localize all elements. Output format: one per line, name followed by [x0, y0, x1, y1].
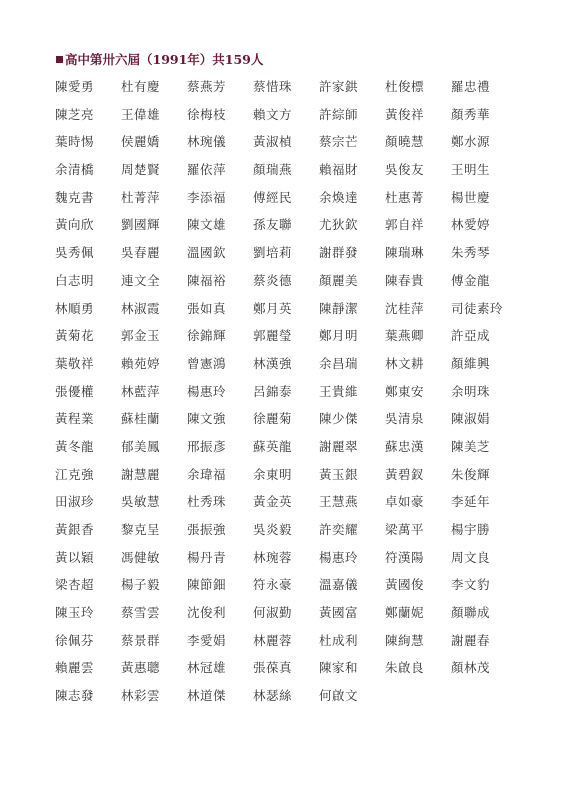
name-entry: 楊子毅 — [121, 577, 161, 593]
name-entry: 沈俊利 — [187, 605, 227, 621]
name-entry: 黃以穎 — [55, 549, 95, 565]
name-entry: 吳俊友 — [385, 162, 425, 178]
name-entry: 林順勇 — [55, 300, 95, 316]
name-entry: 黃冬龍 — [55, 438, 95, 454]
name-entry: 顏秀華 — [451, 106, 491, 122]
name-entry: 余清橋 — [55, 162, 95, 178]
name-entry: 鄭月明 — [319, 328, 359, 344]
name-entry: 陳靜潔 — [319, 300, 359, 316]
name-entry: 陳文雄 — [187, 217, 227, 233]
name-entry: 溫國欽 — [187, 245, 227, 261]
name-entry: 余東明 — [253, 466, 293, 482]
name-entry: 羅依萍 — [187, 162, 227, 178]
name-entry: 林冠雄 — [187, 660, 227, 676]
name-entry: 蔡炎德 — [253, 272, 293, 288]
name-entry: 林琬儀 — [187, 134, 227, 150]
name-entry: 呂錦泰 — [253, 383, 293, 399]
name-entry: 吳炎毅 — [253, 522, 293, 537]
square-bullet-icon — [56, 56, 63, 63]
name-entry: 朱俊輝 — [451, 466, 491, 482]
name-entry: 顏林茂 — [451, 660, 491, 676]
name-entry: 黃惠聰 — [121, 660, 161, 676]
name-entry: 黃向欣 — [55, 217, 95, 233]
name-entry: 符漢陽 — [385, 549, 425, 565]
name-entry: 劉培莉 — [253, 245, 293, 261]
name-entry: 溫嘉儀 — [319, 577, 359, 593]
name-entry: 林琬蓉 — [253, 549, 293, 565]
name-entry: 何啟文 — [319, 688, 359, 704]
name-entry: 王偉雄 — [121, 106, 161, 122]
name-entry: 張優權 — [55, 383, 95, 399]
name-entry: 陳瑞琳 — [385, 245, 425, 261]
name-entry: 李添福 — [187, 189, 227, 205]
name-entry: 陳芝亮 — [55, 106, 95, 122]
name-entry: 林道傑 — [187, 688, 227, 704]
name-entry: 楊世慶 — [451, 189, 491, 205]
name-entry: 許家鉷 — [319, 79, 359, 94]
name-entry: 蘇忠漢 — [385, 438, 425, 454]
name-entry: 杜秀珠 — [187, 494, 227, 510]
name-entry: 蔡燕芳 — [187, 79, 227, 94]
name-entry: 沈桂萍 — [385, 300, 425, 316]
name-entry: 顏維興 — [451, 355, 491, 371]
name-entry: 謝麗春 — [451, 632, 491, 648]
name-entry: 杜俊標 — [385, 79, 425, 94]
name-entry: 周楚賢 — [121, 162, 161, 178]
section-heading — [56, 50, 263, 68]
name-entry: 馮健敏 — [121, 549, 161, 565]
name-entry: 朱啟良 — [385, 660, 425, 676]
name-entry: 鄭月英 — [253, 300, 293, 316]
name-entry: 白志明 — [55, 272, 95, 288]
name-entry: 吳敏慧 — [121, 494, 161, 510]
name-entry: 傅經民 — [253, 189, 293, 205]
name-entry: 葉燕卿 — [385, 328, 425, 344]
name-entry: 徐麗菊 — [253, 411, 293, 427]
name-entry: 陳少傑 — [319, 411, 359, 427]
name-entry: 林麗蓉 — [253, 632, 293, 648]
name-entry: 蔡惜珠 — [253, 79, 293, 94]
name-entry: 余瑋福 — [187, 466, 227, 482]
name-entry: 陳春貴 — [385, 272, 425, 288]
name-entry: 郁美鳳 — [121, 438, 161, 454]
name-entry: 蔡宗芒 — [319, 134, 359, 150]
name-entry: 杜成利 — [319, 632, 359, 648]
name-entry: 顏聯成 — [451, 605, 491, 621]
name-entry: 杜有慶 — [121, 79, 161, 94]
name-entry: 林瑟絲 — [253, 688, 293, 704]
name-entry: 顏瑞燕 — [253, 162, 293, 178]
name-entry: 謝慧麗 — [121, 466, 161, 482]
name-roster — [55, 78, 517, 715]
name-entry: 黃國富 — [319, 605, 359, 621]
name-entry: 杜菁萍 — [121, 189, 161, 205]
name-entry: 傅金龍 — [451, 272, 491, 288]
name-entry: 陳文強 — [187, 411, 227, 427]
name-entry: 顏曉慧 — [385, 134, 425, 150]
name-entry: 連文全 — [121, 272, 161, 288]
name-entry: 張葆真 — [253, 660, 293, 676]
name-entry: 林藍萍 — [121, 383, 161, 399]
name-entry: 吳春麗 — [121, 245, 161, 261]
name-entry: 鄭東安 — [385, 383, 425, 399]
name-entry: 卓如豪 — [385, 494, 425, 510]
name-entry: 葉時惕 — [55, 134, 95, 150]
name-entry: 吳秀佩 — [55, 245, 95, 261]
name-entry: 蘇桂蘭 — [121, 411, 161, 427]
name-entry: 許亞成 — [451, 328, 491, 344]
name-entry: 江克強 — [55, 466, 95, 482]
name-entry: 黃玉銀 — [319, 466, 359, 482]
name-entry: 蔡雪雲 — [121, 605, 161, 621]
name-entry: 楊惠玲 — [319, 549, 359, 565]
name-entry: 孫友聯 — [253, 217, 293, 233]
name-entry: 黎克呈 — [121, 522, 161, 537]
name-entry: 黃菊花 — [55, 328, 95, 344]
name-entry: 林文耕 — [385, 355, 425, 371]
name-entry: 侯麗嬌 — [121, 134, 161, 150]
name-entry: 黃國俊 — [385, 577, 425, 593]
name-entry: 余昌瑞 — [319, 355, 359, 371]
name-entry: 曾憲鴻 — [187, 355, 227, 371]
name-entry: 王慧燕 — [319, 494, 359, 510]
name-entry: 楊惠玲 — [187, 383, 227, 399]
name-entry: 楊丹青 — [187, 549, 227, 565]
name-entry: 朱秀琴 — [451, 245, 491, 261]
name-entry: 魏克書 — [55, 189, 95, 205]
name-entry: 陳福裕 — [187, 272, 227, 288]
name-entry: 陳絢慧 — [385, 632, 425, 648]
heading-text: 高中第卅六屆（1991年）共159人 — [65, 52, 264, 67]
name-entry: 徐錦輝 — [187, 328, 227, 344]
name-entry: 杜惠菁 — [385, 189, 425, 205]
name-entry: 林淑霞 — [121, 300, 161, 316]
name-entry: 郭麗瑩 — [253, 328, 293, 344]
name-entry: 郭自祥 — [385, 217, 425, 233]
name-entry: 田淑珍 — [55, 494, 95, 510]
name-entry: 何淑勤 — [253, 605, 293, 621]
name-entry: 黃銀香 — [55, 522, 95, 537]
name-entry: 梁杏超 — [55, 577, 95, 593]
name-entry: 賴苑婷 — [121, 355, 161, 371]
name-entry: 李延年 — [451, 494, 491, 510]
name-entry: 徐佩芬 — [55, 632, 95, 648]
name-entry: 余明珠 — [451, 383, 491, 399]
name-entry: 黃淑楨 — [253, 134, 293, 150]
name-entry: 賴文方 — [253, 106, 293, 122]
name-entry: 黃程業 — [55, 411, 95, 427]
name-entry: 尤狄欽 — [319, 217, 359, 233]
name-entry: 李文豹 — [451, 577, 491, 593]
name-entry: 葉敬祥 — [55, 355, 95, 371]
name-entry: 羅忠禮 — [451, 79, 491, 94]
name-entry: 蔡景群 — [121, 632, 161, 648]
name-entry: 王貴維 — [319, 383, 359, 399]
name-entry: 蘇英龍 — [253, 438, 293, 454]
name-entry: 顏麗美 — [319, 272, 359, 288]
name-entry: 謝麗翠 — [319, 438, 359, 454]
name-entry: 陳美芝 — [451, 438, 491, 454]
name-entry: 周文良 — [451, 549, 491, 565]
name-entry: 劉國輝 — [121, 217, 161, 233]
name-entry: 郭金玉 — [121, 328, 161, 344]
name-entry: 符永豪 — [253, 577, 293, 593]
name-entry: 梁萬平 — [385, 522, 425, 537]
name-entry: 謝群發 — [319, 245, 359, 261]
name-entry: 張如真 — [187, 300, 227, 316]
name-entry: 林彩雲 — [121, 688, 161, 704]
name-entry: 徐梅枝 — [187, 106, 227, 122]
name-entry: 許綜師 — [319, 106, 359, 122]
name-entry: 林漢強 — [253, 355, 293, 371]
name-entry: 黃金英 — [253, 494, 293, 510]
name-entry: 陳節鈿 — [187, 577, 227, 593]
name-entry: 陳玉玲 — [55, 605, 95, 621]
name-entry: 黃俊祥 — [385, 106, 425, 122]
name-entry: 吳清泉 — [385, 411, 425, 427]
name-entry: 林愛婷 — [451, 217, 491, 233]
name-entry: 陳家和 — [319, 660, 359, 676]
name-entry: 張振強 — [187, 522, 227, 537]
name-entry: 許奕耀 — [319, 522, 359, 537]
name-entry: 余煥達 — [319, 189, 359, 205]
name-entry: 陳志發 — [55, 688, 95, 704]
name-entry: 鄭水源 — [451, 134, 491, 150]
name-entry: 李愛娟 — [187, 632, 227, 648]
name-entry: 邢振彥 — [187, 438, 227, 454]
name-entry: 鄭蘭妮 — [385, 605, 425, 621]
name-entry: 司徒素玲 — [451, 300, 504, 316]
name-entry: 賴福財 — [319, 162, 359, 178]
name-entry: 賴麗雲 — [55, 660, 95, 676]
name-entry: 王明生 — [451, 162, 491, 178]
name-entry: 黃碧釵 — [385, 466, 425, 482]
name-entry: 楊宇勝 — [451, 522, 491, 537]
name-entry: 陳愛勇 — [55, 79, 95, 94]
name-entry: 陳淑娟 — [451, 411, 491, 427]
